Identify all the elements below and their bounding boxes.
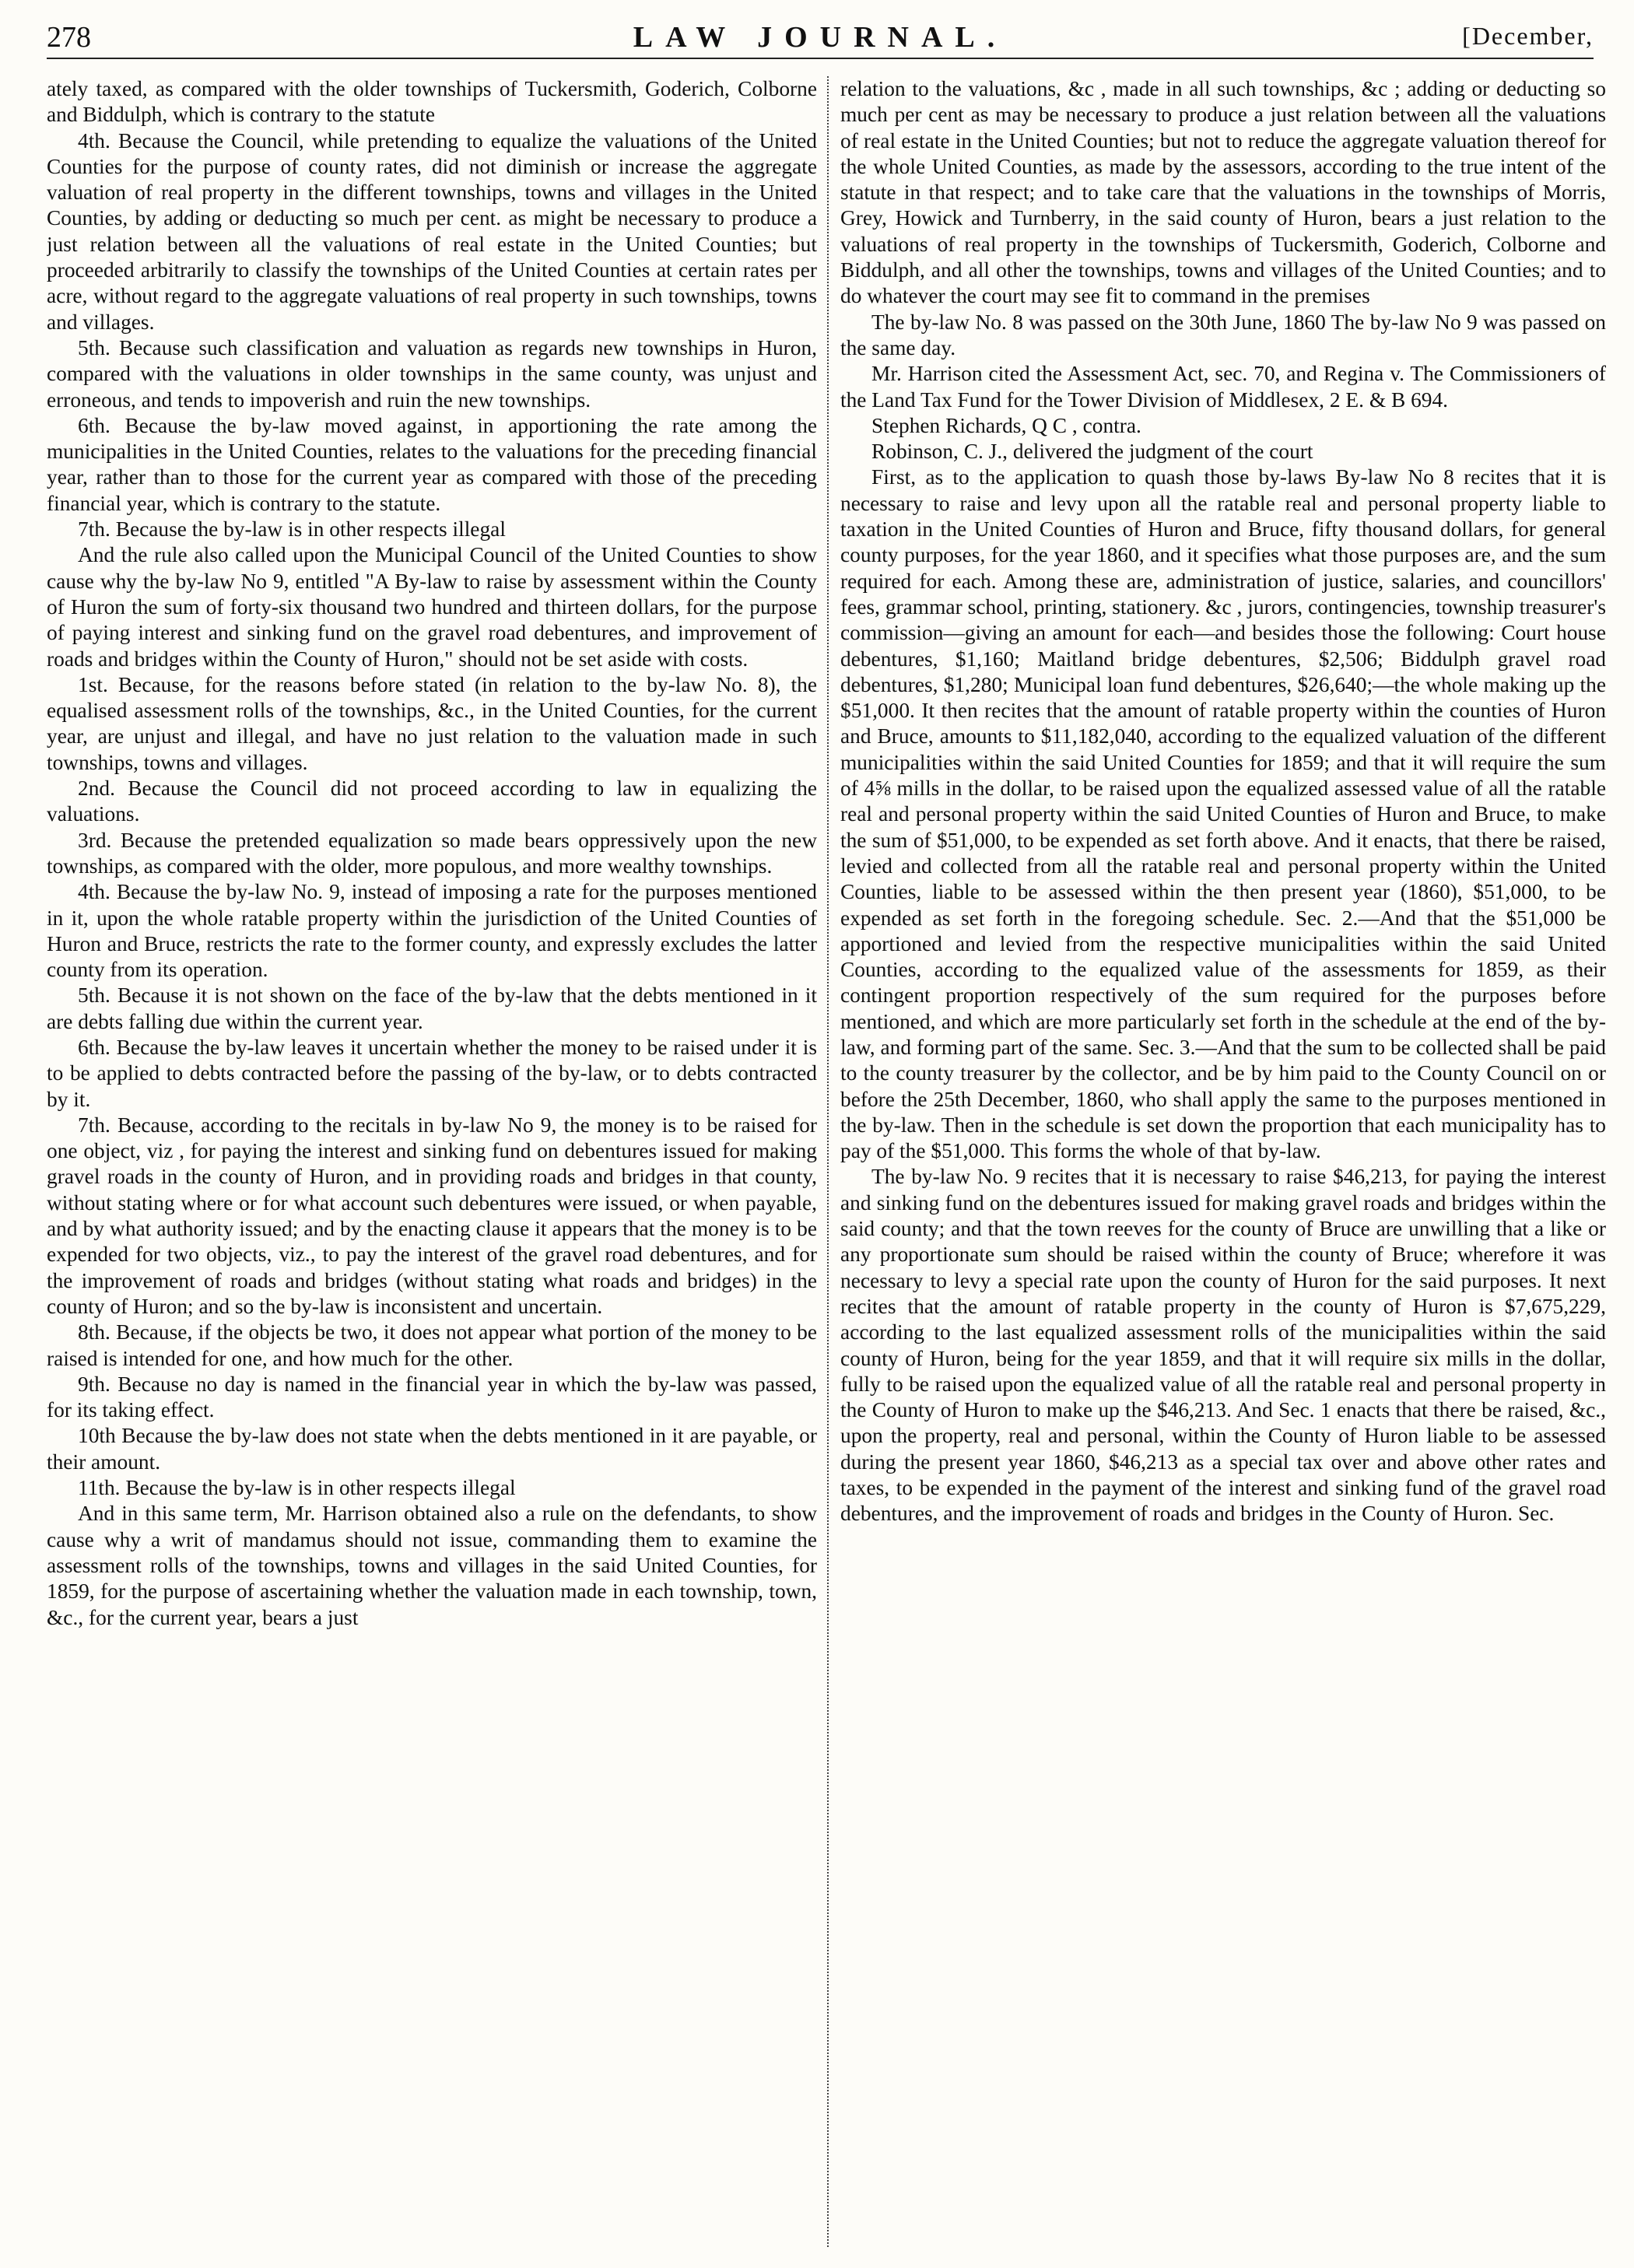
page-header xyxy=(47,17,1594,59)
counsel-line: Stephen Richards, Q C , contra. xyxy=(871,413,1141,437)
paragraph: The by-law No. 9 recites that it is necessary to raise $46,213, for paying the interest and sinking fund on the debentures issued for making gravel roads and bridges within the said county; and that the town reeves for the county of Bruce are unwilling that a like or any proportionate sum should be raised within the county of Bruce; wherefore it was necessary to levy a special rate upon the county of Huron for the said purposes. It next recites that the amount of ratable property in the county of Huron is $7,675,229, according to the last equalized assessment rolls of the municipalities within the said county of Huron, being for the year 1859, and that it will require six mills in the dollar, fully to be raised upon the equalized value of all the ratable real and personal property in the County of Huron to make up the $46,213. And Sec. 1 enacts that there be raised, &c., upon the property, real and personal, within the County of Huron liable to be assessed during the present year 1860, $46,213 as a special tax over and above other rates and taxes, to be expended in the payment of the interest and sinking fund of the gravel road debentures, and the improvement of roads and bridges in the County of Huron. Sec. xyxy=(840,1165,1606,1526)
paragraph: 5th. Because it is not shown on the face of the by-law that the debts mentioned in it are debts falling due within the current year. xyxy=(47,983,817,1033)
citation-paragraph: Mr. Harrison cited the Assessment Act, sec. 70, and Regina v. The Commissioners of the Land Tax Fund for the Tower Division of Middlesex, 2 E. & B 694. xyxy=(840,362,1606,412)
paragraph: 9th. Because no day is named in the financial year in which the by-law was passed, for its taking effect. xyxy=(47,1372,817,1422)
paragraph: 8th. Because, if the objects be two, it does not appear what portion of the money to be raised is intended for one, and how much for the other. xyxy=(47,1320,817,1370)
paragraph: And in this same term, Mr. Harrison obtained also a rule on the defendants, to show cause why a writ of mandamus should not issue, commanding them to examine the assessment rolls of the townships, towns and villages in the said United Counties, for 1859, for the purpose of ascertaining whether the valuation made in each township, town, &c., for the current year, bears a just xyxy=(47,1502,817,1629)
journal-title: LAW JOURNAL. xyxy=(633,21,1008,54)
paragraph: And the rule also called upon the Municipal Council of the United Counties to show cause why the by-law No 9, entitled "A By-law to raise by assessment within the County of Huron the sum of forty-six thousand two hundred and thirteen dollars, for the purpose of paying interest and sinking fund on the gravel road debentures, and improvement of roads and bridges within the County of Huron," should not be set aside with costs. xyxy=(47,543,817,671)
paragraph: The by-law No. 8 was passed on the 30th June, 1860 The by-law No 9 was passed on the same day. xyxy=(840,310,1606,359)
judgment-intro: Robinson, C. J., delivered the judgment of the court xyxy=(871,440,1313,464)
paragraph: 7th. Because the by-law is in other respects illegal xyxy=(78,517,506,542)
paragraph: relation to the valuations, &c , made in all such townships, &c ; adding or deducting so much per cent as may be necessary to produce a just relation between all the valuations of real estate in the United Counties; but not to reduce the aggregate valuation thereof for the whole United Counties, as made by the assessors, according to the true intent of the statute in that respect; and to take care that the valuations in the townships of Morris, Grey, Howick and Turnberry, in the said county of Huron, bears a just relation to the valuations of real property in the townships of Tuckersmith, Goderich, Colborne and Biddulph, and all other the townships, towns and villages of the United Counties; and to do whatever the court may see fit to command in the premises xyxy=(840,77,1606,308)
paragraph: 7th. Because, according to the recitals in by-law No 9, the money is to be raised for one object, viz , for paying the interest and sinking fund on debentures issued for making gravel roads in the county of Huron, and in providing roads and bridges in that county, without stating where or for what account such debentures were issued, or when payable, and by what authority issued; and by the enacting clause it appears that the money is to be expended for two objects, viz., to pay the interest of the gravel road debentures, and for the improvement of roads and bridges (without stating what roads and bridges) in the county of Huron; and so the by-law is inconsistent and uncertain. xyxy=(47,1113,817,1318)
paragraph: 3rd. Because the pretended equalization so made bears oppressively upon the new townships, as compared with the older, more populous, and more wealthy townships. xyxy=(47,828,817,878)
paragraph: 2nd. Because the Council did not proceed according to law in equalizing the valuations. xyxy=(47,776,817,826)
page-number: 278 xyxy=(47,21,91,54)
paragraph: First, as to the application to quash those by-laws By-law No 8 recites that it is necessary to raise and levy upon all the ratable real and personal property liable to taxation in the United Counties of Huron and Bruce, fifty thousand dollars, for general county purposes, for the year 1860, and it specifies what those purposes are, and the sum required for each. Among these are, administration of justice, salaries, and councillors' fees, grammar school, printing, stationery. &c , jurors, contingencies, township treasurer's commission—giving an amount for each—and besides those the following: Court house debentures, $1,160; Maitland bridge debentures, $2,506; Biddulph gravel road debentures, $1,280; Municipal loan fund debentures, $26,640;—the whole making up the $51,000. It then recites that the amount of ratable property within the counties of Huron and Bruce, amounts to $11,182,040, according to the equalized valuation of the different municipalities within the said United Counties for 1859; and that it will require the sum of 4⅝ mills in the dollar, to be raised upon the equalized assessed value of all the ratable real and personal property within the said United Counties of Huron and Bruce, to make the sum of $51,000, to be expended as set forth above. And it enacts, that there be raised, levied and collected from all the ratable real and personal property within the United Counties, liable to be assessed within the then present year (1860), $51,000, to be expended as set forth in the foregoing schedule. Sec. 2.—And that the $51,000 be apportioned and levied from the respective municipalities within the said United Counties, according to the equalized value of the assessments for 1859, as their contingent proportion respectively of the sum required for the purposes before mentioned, and which are more particularly set forth in the schedule at the end of the by-law, and forming part of the same. Sec. 3.—And that the sum to be collected shall be paid to the county treasurer by the collector, and be by him paid to the County Council on or before the 25th December, 1860, who shall apply the same to the purposes mentioned in the by-law. Then in the schedule is set down the proportion that each municipality has to pay of the $51,000. This forms the whole of that by-law. xyxy=(840,465,1606,1163)
paragraph: 10th Because the by-law does not state when the debts mentioned in it are payable, or their amount. xyxy=(47,1424,817,1474)
left-column xyxy=(47,76,817,2247)
paragraph: 5th. Because such classification and valuation as regards new townships in Huron, compared with the valuations in older townships in the same county, was unjust and erroneous, and tends to impoverish and ruin the new townships. xyxy=(47,335,817,412)
paragraph: 11th. Because the by-law is in other respects illegal xyxy=(78,1476,516,1500)
paragraph: 6th. Because the by-law moved against, in apportioning the rate among the municipalities in the United Counties, relates to the valuations for the preceding financial year, rather than to those for the current year as compared with those of the preceding financial year, which is contrary to the statute. xyxy=(47,413,817,515)
paragraph: 4th. Because the by-law No. 9, instead of imposing a rate for the purposes mentioned in it, upon the whole ratable property within the jurisdiction of the United Counties of Huron and Bruce, restricts the rate to the former county, and expressly excludes the latter county from its operation. xyxy=(47,880,817,982)
running-head-month: [December, xyxy=(1462,22,1594,50)
paragraph: 6th. Because the by-law leaves it uncertain whether the money to be raised under it is to be applied to debts contracted before the passing of the by-law, or to debts contracted by it. xyxy=(47,1035,817,1111)
paragraph: 4th. Because the Council, while pretending to equalize the valuations of the United Counties for the purpose of county rates, did not diminish or increase the aggregate valuation of real property in the different townships, towns and villages in the United Counties, by adding or deducting so much per cent. as might be necessary to produce a just relation between all the valuations of real estate in the United Counties; but proceeded arbitrarily to classify the townships of the United Counties at certain rates per acre, without regard to the aggregate valuations of real property in such townships, towns and villages. xyxy=(47,128,817,334)
column-divider xyxy=(827,76,829,2247)
paragraph: ately taxed, as compared with the older townships of Tuckersmith, Goderich, Colborne and Biddulph, which is contrary to the statute xyxy=(47,77,817,127)
right-column xyxy=(840,76,1606,2247)
paragraph: 1st. Because, for the reasons before stated (in relation to the by-law No. 8), the equalised assessment rolls of the townships, &c., in the United Counties, for the current year, are unjust and illegal, and have no just relation to the valuation made in such townships, towns and villages. xyxy=(47,672,817,774)
